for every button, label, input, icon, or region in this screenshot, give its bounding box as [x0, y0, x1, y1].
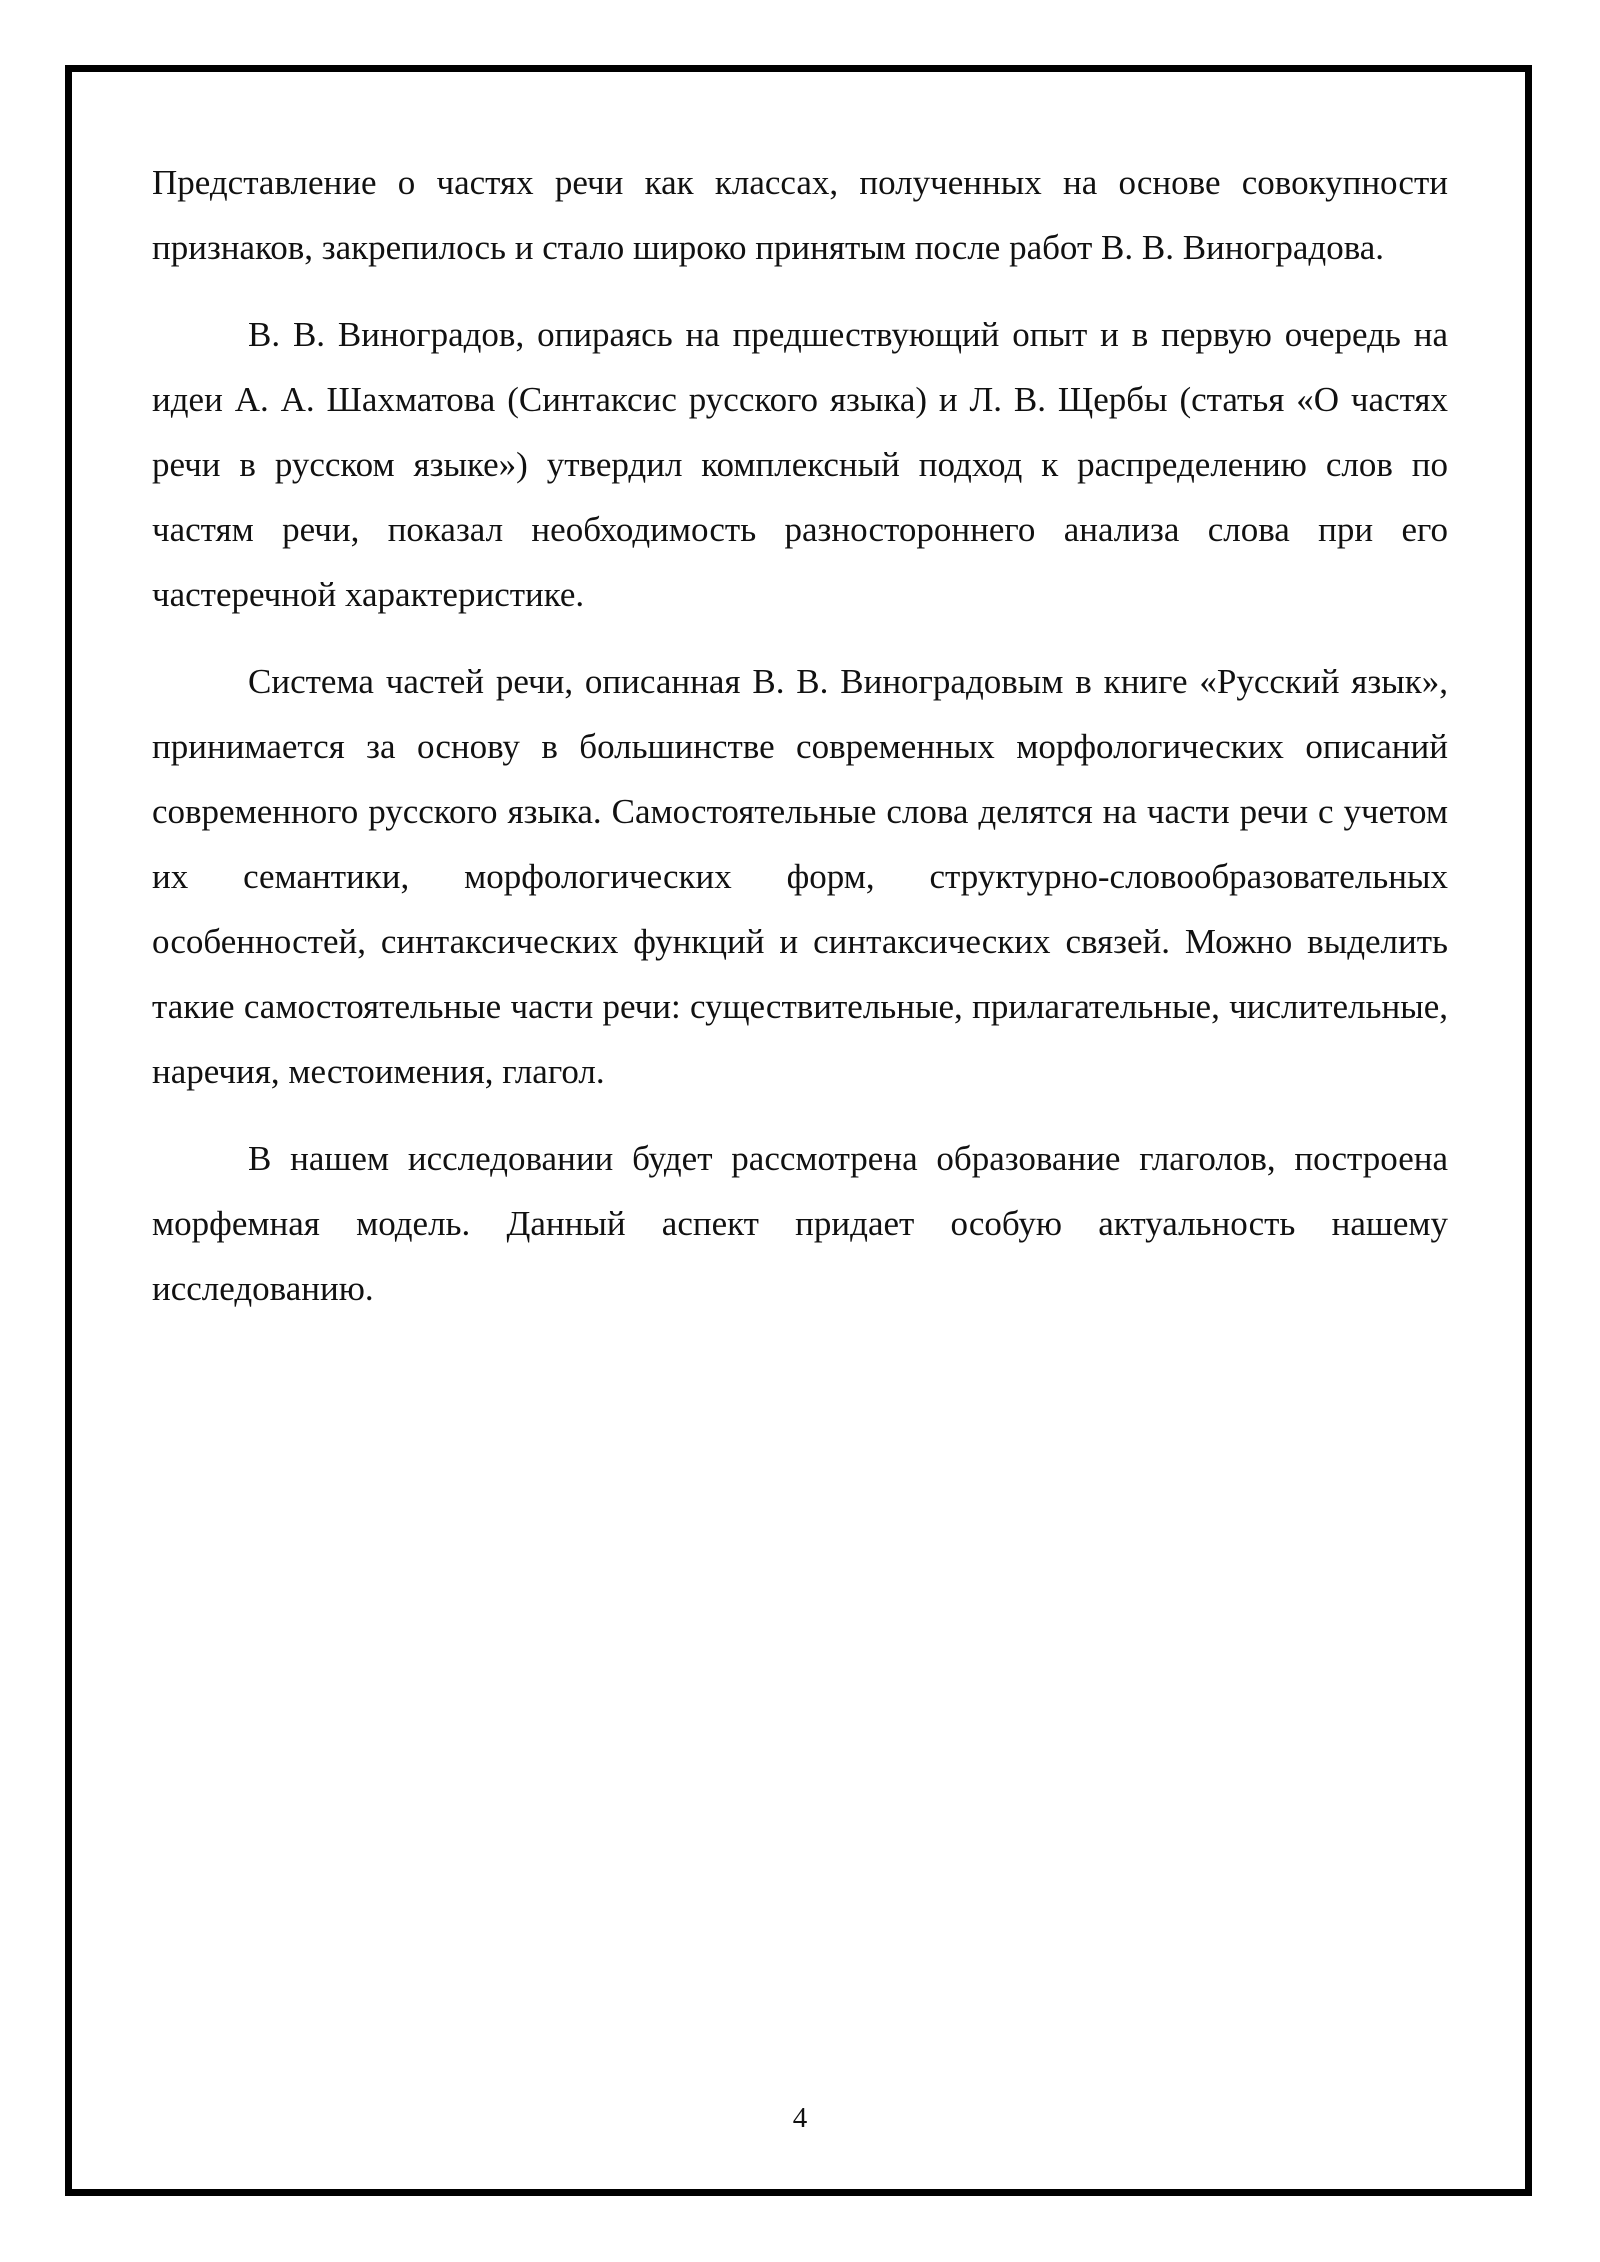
paragraph-1: Представление о частях речи как классах, полученных на основе совокупности признаков, закрепилось и стало широко принятым после работ В. В. Виноградова.	[152, 163, 1448, 267]
document-body	[152, 150, 1448, 1343]
paragraph-4: В нашем исследовании будет рассмотрена образование глаголов, построена морфемная модель. Данный аспект придает особую актуальность нашему исследованию.	[152, 1139, 1448, 1308]
paragraph-2: В. В. Виноградов, опираясь на предшествующий опыт и в первую очередь на идеи А. А. Шахматова (Синтаксис русского языка) и Л. В. Щербы (статья «О частях речи в русском языке») утвердил комплексный подход к распределению слов по частям речи, показал необходимость разностороннего анализа слова при его частеречной характеристике.	[152, 315, 1448, 614]
page-number: 4	[792, 2102, 808, 2134]
paragraph-3: Система частей речи, описанная В. В. Виноградовым в книге «Русский язык», принимается за основу в большинстве современных морфологических описаний современного русского языка. Самостоятельные слова делятся на части речи с учетом их семантики, морфологических форм, структурно-словообразовательных особенностей, синтаксических функций и синтаксических связей. Можно выделить такие самостоятельные части речи: существительные, прилагательные, числительные, наречия, местоимения, глагол.	[152, 662, 1448, 1091]
